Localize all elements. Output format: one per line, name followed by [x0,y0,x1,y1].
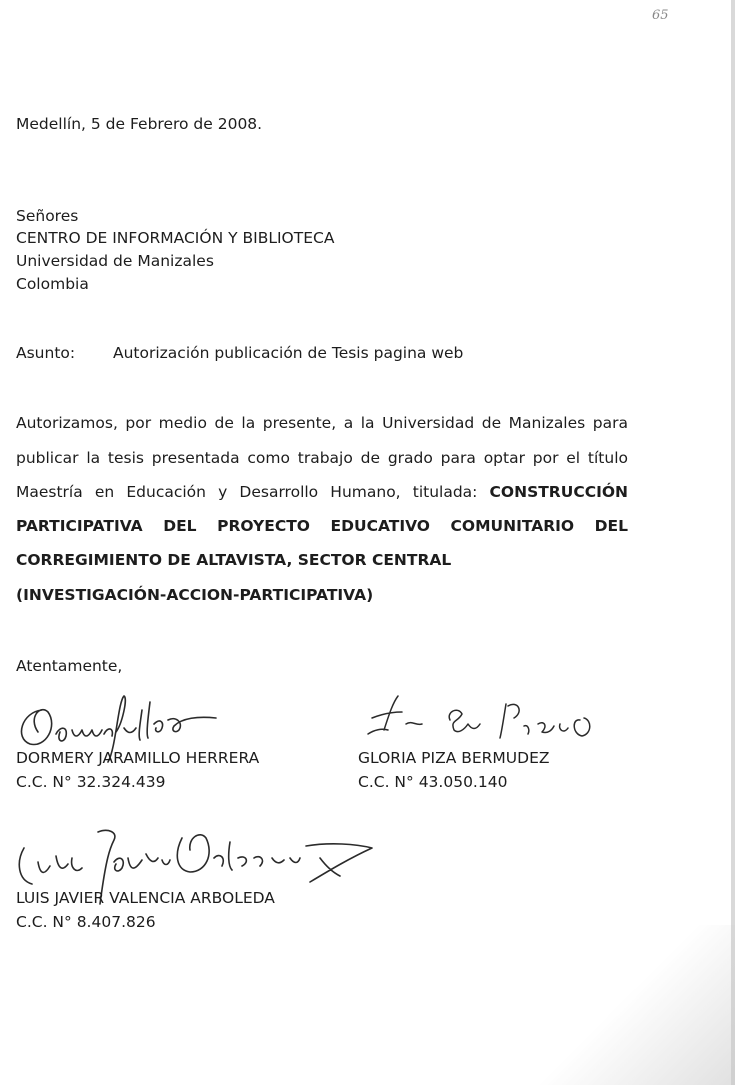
recipient-country: Colombia [16,275,89,293]
body-line-2: publicar la tesis presentada como trabajo de grado para optar por el título [16,449,628,467]
thesis-title-part-2: PARTICIPATIVA DEL PROYECTO EDUCATIVO COMUNITARIO DEL [16,517,628,535]
thesis-title-part-1: CONSTRUCCIÓN [489,483,628,501]
signatory-1-name: DORMERY JARAMILLO HERRERA [16,749,260,767]
body-line-3-plain: Maestría en Educación y Desarrollo Humano, titulada: [16,483,478,501]
signatory-1-id: C.C. N° 32.324.439 [16,773,166,791]
signatory-3-id: C.C. N° 8.407.826 [16,913,156,931]
page-edge [731,0,735,1085]
body-line-1: Autorizamos, por medio de la presente, a la Universidad de Manizales para [16,414,628,432]
recipient-org: CENTRO DE INFORMACIÓN Y BIBLIOTECA [16,229,335,247]
page-shadow [535,925,735,1085]
subject-text: Autorización publicación de Tesis pagina web [113,344,464,362]
thesis-title-part-3: CORREGIMIENTO DE ALTAVISTA, SECTOR CENTRAL [16,551,452,569]
signatory-3-name: LUIS JAVIER VALENCIA ARBOLEDA [16,889,275,907]
subject-label: Asunto: [16,344,76,362]
signatory-2-name: GLORIA PIZA BERMUDEZ [358,749,550,767]
body-line-3 [16,482,628,502]
page-number: 65 [652,8,669,23]
recipient-university: Universidad de Manizales [16,252,214,270]
thesis-title-part-4: (INVESTIGACIÓN-ACCION-PARTICIPATIVA) [16,586,374,604]
closing: Atentamente, [16,657,123,675]
date-line: Medellín, 5 de Febrero de 2008. [16,115,263,133]
recipient-salutation: Señores [16,207,79,225]
signatory-2-id: C.C. N° 43.050.140 [358,773,508,791]
